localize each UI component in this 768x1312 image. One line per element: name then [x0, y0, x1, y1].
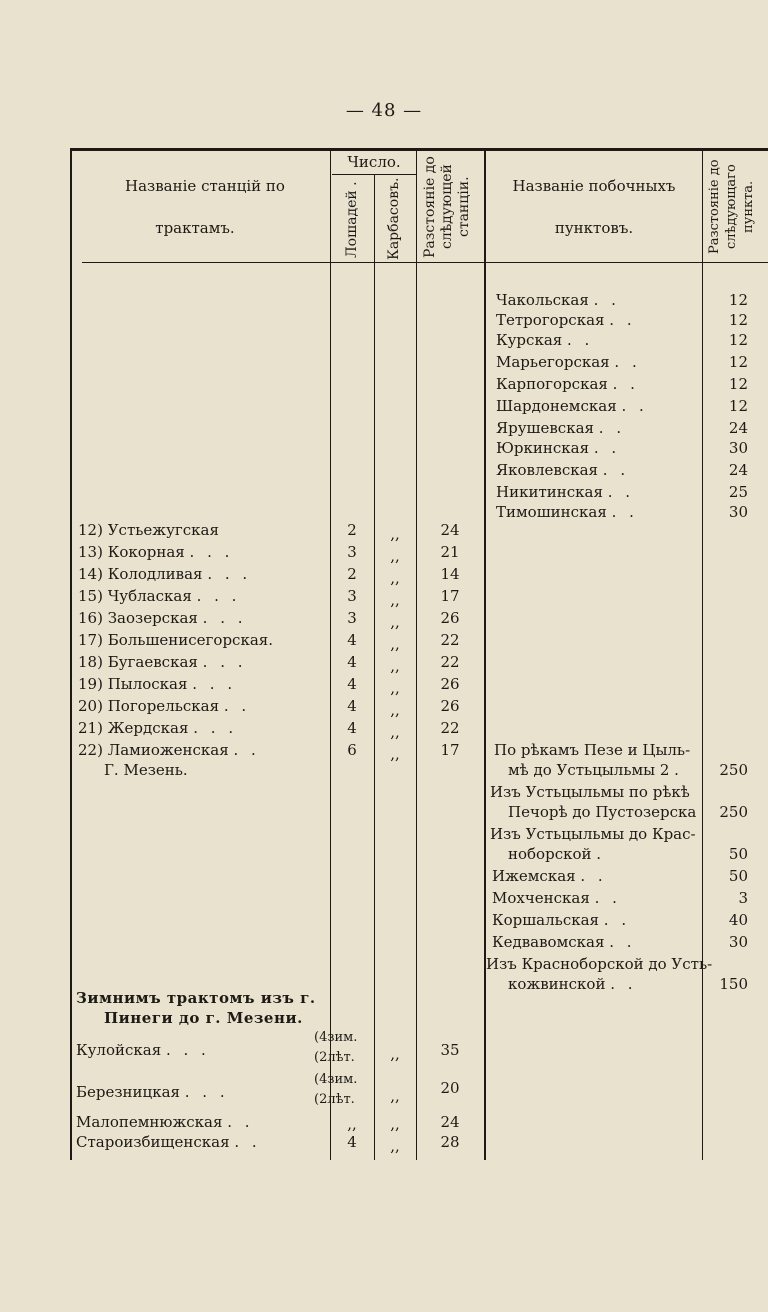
side-point-dist: 50	[728, 867, 748, 885]
station-boats: ,,	[390, 701, 400, 719]
station-boats: ,,	[390, 547, 400, 565]
station-horses: 4	[347, 697, 357, 715]
station-row: 19) Пылоская . . .	[78, 675, 237, 693]
station-boats: ,,	[390, 723, 400, 741]
side-point: Печорѣ до Пустозерска	[508, 803, 697, 821]
station-distance: 26	[440, 609, 460, 627]
station-boats: ,,	[390, 657, 400, 675]
side-point: мѣ до Устьцыльмы 2 .	[508, 761, 679, 779]
station-boats: ,,	[390, 679, 400, 697]
station-distance: 17	[440, 741, 460, 759]
side-point-dist: 12	[728, 353, 748, 371]
station-row: 18) Бугаевская . . .	[78, 653, 247, 671]
winter-heading-2: Пинеги до г. Мезени.	[104, 1009, 303, 1027]
winter-horses-1: (4зим.	[314, 1072, 358, 1087]
station-boats: ,,	[390, 613, 400, 631]
station-horses: 2	[347, 521, 357, 539]
station-row: 14) Колодливая . . .	[78, 565, 252, 583]
station-row: 20) Погорельская . .	[78, 697, 251, 715]
mezen-label: Г. Мезень.	[104, 761, 188, 779]
station-boats: ,,	[390, 635, 400, 653]
header-station-name: Названіе станцій по	[125, 177, 285, 195]
station-boats: ,,	[390, 569, 400, 587]
station-distance: 22	[440, 631, 460, 649]
station-distance: 26	[440, 697, 460, 715]
side-point: Яковлевская . .	[496, 461, 630, 479]
side-point: Курская . .	[496, 331, 594, 349]
side-point: Изъ Устьцыльмы до Крас-	[490, 825, 696, 843]
winter-boats: ,,	[390, 1045, 400, 1063]
stations-table	[70, 148, 768, 1160]
col-rule-4	[484, 148, 486, 1160]
station-distance: 24	[440, 521, 460, 539]
side-point-dist: 24	[728, 419, 748, 437]
side-point-dist: 12	[728, 375, 748, 393]
side-point-dist: 25	[728, 483, 748, 501]
winter-row: Староизбищенская . .	[76, 1133, 261, 1151]
top-rule	[70, 148, 768, 151]
side-point-dist: 30	[728, 933, 748, 951]
side-point-dist: 50	[728, 845, 748, 863]
winter-distance: 28	[440, 1133, 460, 1151]
header-side-name-2: пунктовъ.	[554, 219, 634, 237]
header-distance: Разстояніе до слѣдующей станціи.	[422, 156, 472, 258]
station-row: 12) Устьежугская	[78, 521, 219, 539]
station-row: 17) Большенисегорская.	[78, 631, 273, 649]
side-point: Тимошинская . .	[496, 503, 638, 521]
side-point: Ярушевская . .	[496, 419, 626, 437]
header-horses: Лошадей .	[344, 181, 360, 259]
page-number: — 48 —	[345, 100, 423, 121]
side-point: Изъ Устьцыльмы по рѣкѣ	[490, 783, 690, 801]
station-row: 21) Жердская . . .	[78, 719, 238, 737]
winter-horses: 4	[347, 1133, 357, 1151]
station-distance: 26	[440, 675, 460, 693]
station-boats: ,,	[390, 745, 400, 763]
winter-row: Березницкая . . .	[76, 1083, 229, 1101]
side-point-dist: 30	[728, 439, 748, 457]
station-horses: 3	[347, 543, 357, 561]
winter-boats: ,,	[390, 1087, 400, 1105]
side-point: ноборской .	[508, 845, 602, 863]
side-point: Карпогорская . .	[496, 375, 639, 393]
side-point-dist: 150	[719, 975, 748, 993]
header-station-name-2: трактамъ.	[155, 219, 235, 237]
winter-horses-2: (2лѣт.	[314, 1092, 355, 1107]
station-horses: 3	[347, 609, 357, 627]
station-row: 15) Чубласкaя . . .	[78, 587, 241, 605]
station-horses: 3	[347, 587, 357, 605]
winter-distance: 20	[440, 1079, 460, 1097]
winter-distance: 24	[440, 1113, 460, 1131]
winter-heading: Зимнимъ трактомъ изъ г.	[76, 989, 316, 1007]
station-horses: 4	[347, 631, 357, 649]
side-point: Изъ Красноборской до Усть-	[486, 955, 713, 973]
station-boats: ,,	[390, 591, 400, 609]
winter-distance: 35	[440, 1041, 460, 1059]
header-side-name: Названіе побочныхъ	[512, 177, 676, 195]
side-point: Чакольская . .	[496, 291, 620, 309]
station-distance: 21	[440, 543, 460, 561]
station-horses: 4	[347, 675, 357, 693]
winter-boats: ,,	[390, 1137, 400, 1155]
side-point: Мохченская . .	[492, 889, 621, 907]
side-point-dist: 250	[719, 761, 748, 779]
side-point-dist: 12	[728, 291, 748, 309]
station-boats: ,,	[390, 525, 400, 543]
side-point: Шардонемская . .	[496, 397, 648, 415]
header-count: Число.	[347, 153, 401, 171]
station-horses: 2	[347, 565, 357, 583]
station-row: 13) Кокорная . . .	[78, 543, 234, 561]
side-point: Марьегорская . .	[496, 353, 641, 371]
winter-horses: ,,	[347, 1115, 357, 1133]
station-distance: 22	[440, 653, 460, 671]
station-distance: 22	[440, 719, 460, 737]
winter-row: Малопемнюжская . .	[76, 1113, 254, 1131]
side-point-dist: 12	[728, 331, 748, 349]
side-point-dist: 30	[728, 503, 748, 521]
station-distance: 14	[440, 565, 460, 583]
side-point-dist: 250	[719, 803, 748, 821]
side-point: Никитинская . .	[496, 483, 635, 501]
side-point-dist: 12	[728, 397, 748, 415]
side-point-dist: 3	[738, 889, 748, 907]
header-boats: Карбасовъ.	[386, 177, 402, 260]
station-row: 22) Ламиоженская . .	[78, 741, 260, 759]
station-horses: 6	[347, 741, 357, 759]
station-horses: 4	[347, 653, 357, 671]
winter-boats: ,,	[390, 1115, 400, 1133]
header-bottom-rule	[82, 262, 768, 263]
winter-row: Кулойская . . .	[76, 1041, 210, 1059]
side-point: По рѣкамъ Пезе и Цыль-	[494, 741, 691, 759]
side-point: Коршальская . .	[492, 911, 631, 929]
station-row: 16) Заозерская . . .	[78, 609, 247, 627]
side-point: Юркинская . .	[496, 439, 621, 457]
side-point: кожвинской . .	[508, 975, 637, 993]
col-rule-1	[330, 148, 331, 1160]
side-point: Ижемская . .	[492, 867, 607, 885]
side-point: Тетрогорская . .	[496, 311, 636, 329]
station-horses: 4	[347, 719, 357, 737]
header-side-distance: Разстояніе до слѣдующаго пункта.	[707, 159, 756, 255]
side-point-dist: 24	[728, 461, 748, 479]
side-point-dist: 12	[728, 311, 748, 329]
winter-horses-2: (2лѣт.	[314, 1050, 355, 1065]
station-distance: 17	[440, 587, 460, 605]
side-point: Кедвавомская . .	[492, 933, 636, 951]
winter-horses-1: (4зим.	[314, 1030, 358, 1045]
left-border	[70, 148, 72, 1160]
side-point-dist: 40	[728, 911, 748, 929]
col-rule-3	[416, 148, 417, 1160]
